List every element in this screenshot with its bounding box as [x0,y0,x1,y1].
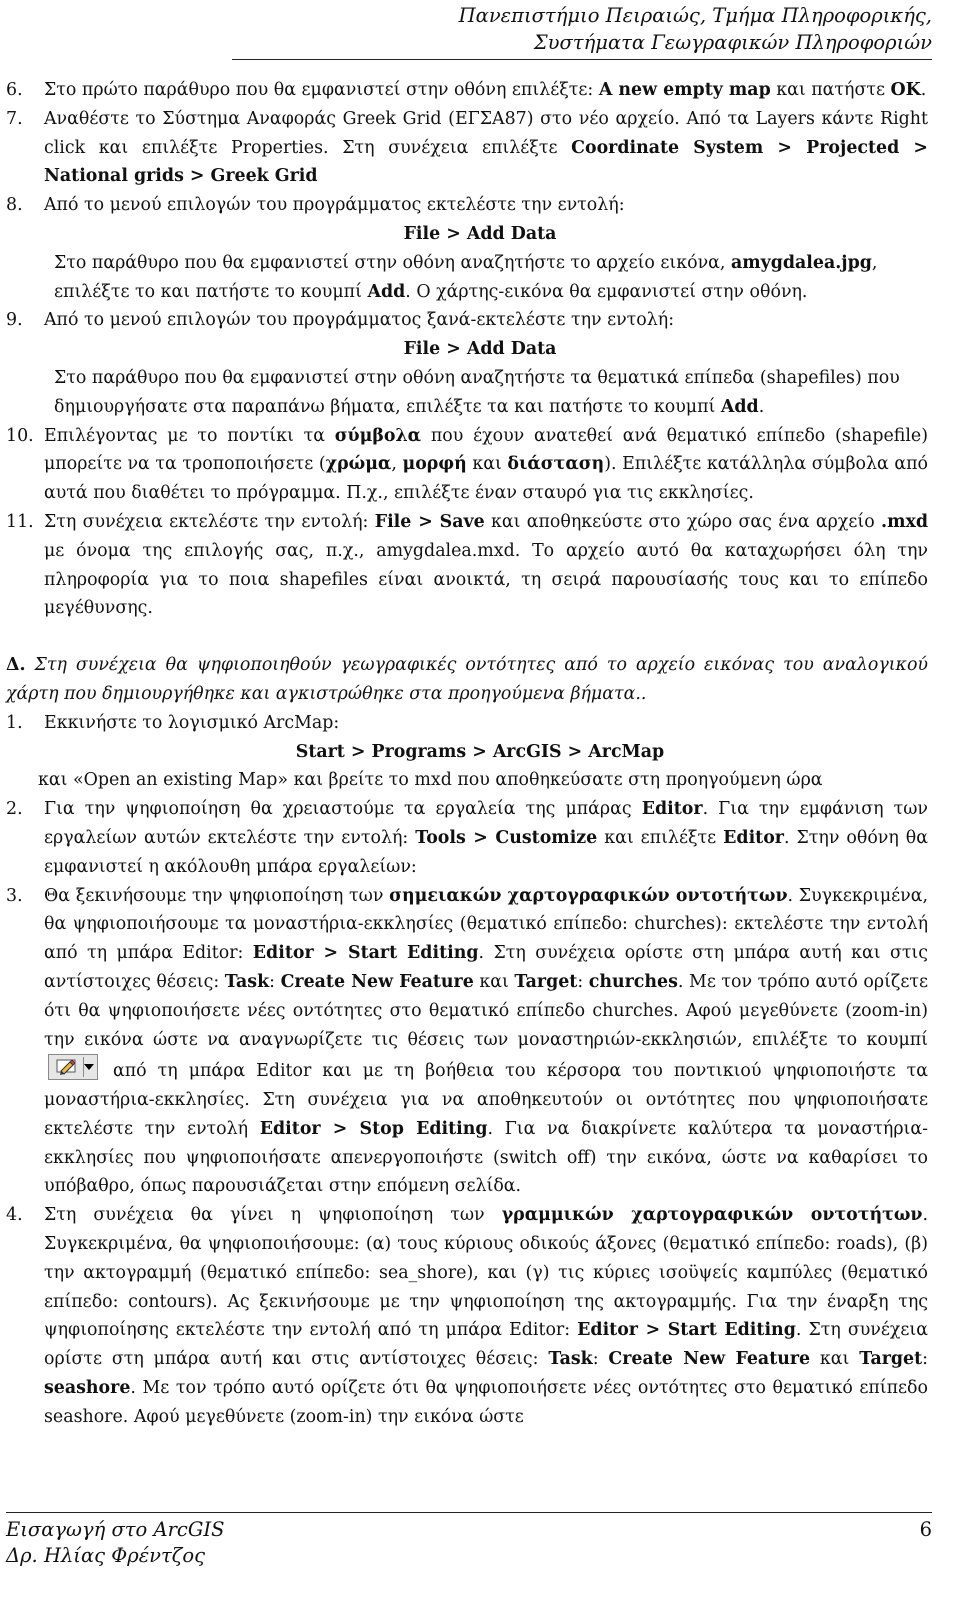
item-8-detail: Στο παράθυρο που θα εμφανιστεί στην οθόνη αναζητήστε το αρχείο εικόνα, amygdalea.jpg, επιλέξτε το και πατήστε το κουμπί Add. Ο χάρτης-εικόνα θα εμφανιστεί στην οθόνη. [54,252,878,302]
footer-course-title: Εισαγωγή στο ArcGIS [6,1518,225,1541]
command-start-arcmap: Start > Programs > ArcGIS > ArcMap [295,741,665,762]
page-header [232,0,932,60]
item-number: 3. [6,885,23,906]
list-item-10: 10. Επιλέγοντας με το ποντίκι τα σύμβολα που έχουν ανατεθεί ανά θεματικό επίπεδο (shapefile) μπορείτε να τα τροποποιήσετε (χρώμα, μορφή και διάσταση). Επιλέξτε κατάλληλα σύμβολα από αυτά που διαθέτει το πρόγραμμα. Π.χ., επιλέξτε έναν σταυρό για τις εκκλησίες. [0,422,960,508]
pencil-icon [55,1058,79,1076]
list-item-8: 8. Από το μενού επιλογών του προγράμματος εκτελέστε την εντολή: [0,191,960,220]
command-file-add-data: File > Add Data [403,223,557,244]
step-1-detail: και «Open an existing Map» και βρείτε το mxd που αποθηκεύσατε στη προηγούμενη ώρα [38,770,823,791]
step-4: 4. Στη συνέχεια θα γίνει η ψηφιοποίηση των γραμμικών χαρτογραφικών οντοτήτων. Συγκεκριμένα, θα ψηφιοποιήσουμε: (α) τους κύριους οδικούς άξονες (θεματικό επίπεδο: roads), (β) την ακτογραμμή (θεματικό επίπεδο: sea_shore), και (γ) τις κύριες ισοϋψείς καμπύλες (θεματικό επίπεδο: contours). Ας ξεκινήσουμε με την ψηφιοποίηση της ακτογραμμής. Για την έναρξη της ψηφιοποίησης εκτελέστε την εντολή από τη μπάρα Editor: Editor > Start Editing. Στη συνέχεια ορίστε στη μπάρα αυτή και στις αντίστοιχες θέσεις: Task: Create New Feature και Target: seashore. Με τον τρόπο αυτό ορίζετε ότι θα ψηφιοποιήσετε νέες οντότητες στο θεματικό επίπεδο seashore. Αφού μεγεθύνετε (zoom-in) την εικόνα ώστε [0,1201,960,1431]
item-9-detail: Στο παράθυρο που θα εμφανιστεί στην οθόνη αναζητήστε τα θεματικά επίπεδα (shapefiles) που δημιουργήσατε στα παραπάνω βήματα, επιλέξτε τα και πατήστε το κουμπί Add. [54,367,900,417]
page-footer [6,1512,932,1569]
command-file-add-data: File > Add Data [403,339,557,360]
header-course: Συστήματα Γεωγραφικών Πληροφοριών [533,31,932,54]
step-2: 2. Για την ψηφιοποίηση θα χρειαστούμε τα εργαλεία της μπάρας Editor. Για την εμφάνιση των εργαλείων αυτών εκτελέστε την εντολή: Tools > Customize και επιλέξτε Editor. Στην οθόνη θα εμφανιστεί η ακόλουθη μπάρα εργαλείων: [0,795,960,881]
item-number: 10. [6,425,34,446]
document-body [0,76,960,1432]
list-item-7: 7. Αναθέστε το Σύστημα Αναφοράς Greek Grid (ΕΓΣΑ87) στο νέο αρχείο. Από τα Layers κάντε Right click και επιλέξτε Properties. Στη συνέχεια επιλέξτε Coordinate System > Projected > National grids > Greek Grid [0,105,960,191]
section-d-intro: Δ. Στη συνέχεια θα ψηφιοποιηθούν γεωγραφικές οντότητες από το αρχείο εικόνας του αναλογικού χάρτη που δημιουργήθηκε και αγκιστρώθηκε στα προηγούμενα βήματα.. [6,655,928,704]
item-number: 1. [6,712,23,733]
item-number: 8. [6,195,23,216]
list-item-11: 11. Στη συνέχεια εκτελέστε την εντολή: File > Save και αποθηκεύστε στο χώρο σας ένα αρχείο .mxd με όνομα της επιλογής σας, π.χ., amygdalea.mxd. Το αρχείο αυτό θα καταχωρήσει όλη την πληροφορία για το ποια shapefiles είναι ανοικτά, τη σειρά παρουσίασής τους και το επίπεδο μεγέθυνσης. [0,508,960,623]
chevron-down-icon[interactable] [84,1064,94,1070]
item-number: 4. [6,1205,23,1226]
step-3: 3. Θα ξεκινήσουμε την ψηφιοποίηση των σημειακών χαρτογραφικών οντοτήτων. Συγκεκριμένα, θα ψηφιοποιήσουμε τα μοναστήρια-εκκλησίες (θεματικό επίπεδο: churches): εκτελέστε την εντολή από τη μπάρα Editor: Editor > Start Editing. Στη συνέχεια ορίστε στη μπάρα αυτή και στις αντίστοιχες θέσεις: Task: Create New Feature και Target: churches. Με τον τρόπο αυτό ορίζετε ότι θα ψηφιοποιήσετε νέες οντότητες στο θεματικό επίπεδο churches. Αφού μεγεθύνετε (zoom-in) την εικόνα ώστε να αναγνωρίζετε τις θέσεις των μοναστηριών-εκκλησιών, επιλέξτε το κουμπί από τη μπάρα Editor και με τη βοήθεια του κέρσορα του ποντικιού ψηφιοποιήστε τα μοναστήρια-εκκλησίες. Στη συνέχεια για να αποθηκευτούν οι οντότητες που ψηφιοποιήσατε εκτελέστε την εντολή Editor > Stop Editing. Για να διακρίνετε καλύτερα τα μοναστήρια-εκκλησίες που ψηφιοποιήσατε απενεργοποιήστε (switch off) την εικόνα, ώστε να καθαρίσει το υπόβαθρο, όπως παρουσιάζεται στην επόμενη σελίδα. [0,882,960,1202]
section-label: Δ. [6,655,26,676]
page-number: 6 [919,1518,932,1541]
item-number: 2. [6,799,23,820]
step-1: 1. Εκκινήστε το λογισμικό ArcMap: [0,709,960,738]
footer-author: Δρ. Ηλίας Φρέντζος [6,1544,206,1567]
item-number: 9. [6,310,23,331]
item-number: 11. [6,511,34,532]
item-number: 6. [6,80,23,100]
sketch-tool-button[interactable] [48,1054,98,1080]
header-university: Πανεπιστήμιο Πειραιώς, Τμήμα Πληροφορικής, [458,4,932,27]
list-item-9: 9. Από το μενού επιλογών του προγράμματος ξανά-εκτελέστε την εντολή: [0,306,960,335]
list-item-6: 6. Στο πρώτο παράθυρο που θα εμφανιστεί στην οθόνη επιλέξτε: A new empty map και πατήστε OK. [0,76,960,105]
item-number: 7. [6,108,23,129]
